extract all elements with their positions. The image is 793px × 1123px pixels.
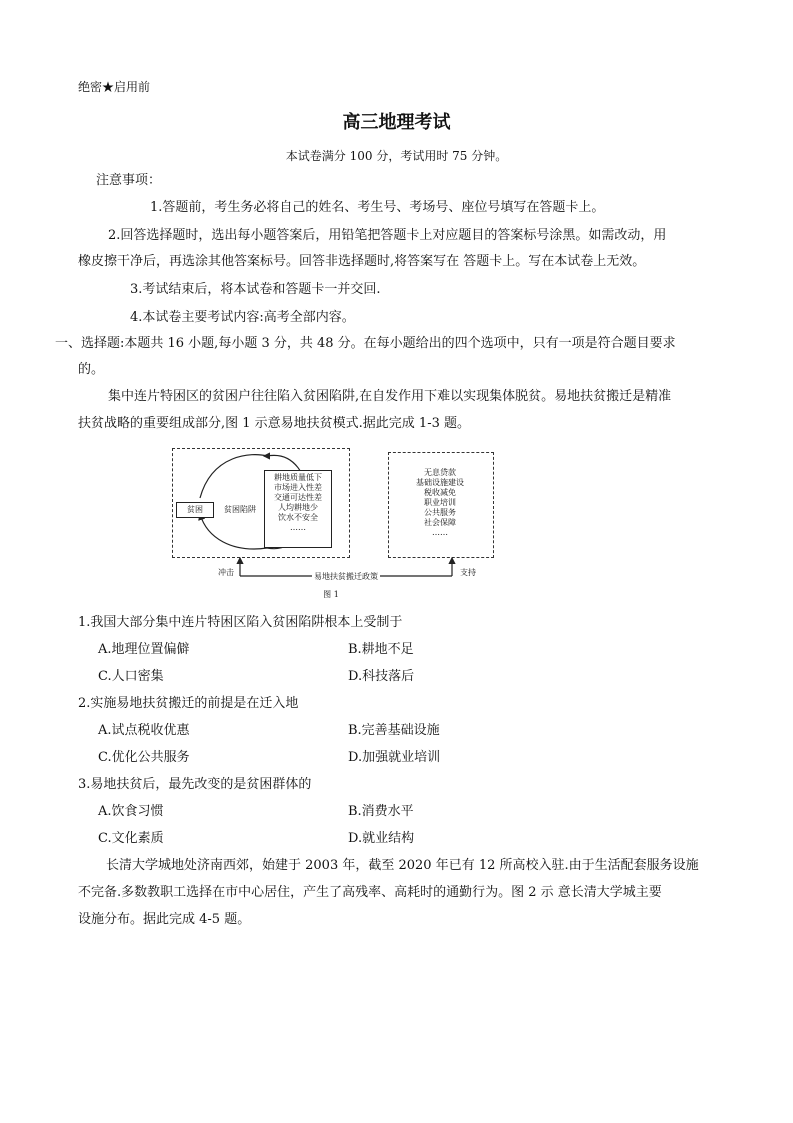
exam-subtitle: 本试卷满分 100 分，考试用时 75 分钟。 bbox=[285, 149, 508, 163]
question-1-option-d: D.科技落后 bbox=[348, 669, 415, 684]
passage1-line1: 集中连片特困区的贫困户往往陷入贫困陷阱,在自发作用下难以实现集体脱贫。易地扶贫搬迁是精准 bbox=[108, 389, 672, 404]
figure-1 bbox=[172, 448, 494, 588]
support-item: 公共服务 bbox=[424, 508, 456, 517]
passage2-line1: 长清大学城地处济南西郊，始建于 2003 年，截至 2020 年已有 12 所高校入驻.由于生活配套服务设施 bbox=[106, 858, 699, 873]
passage1-line2: 扶贫战略的重要组成部分,图 1 示意易地扶贫模式.据此完成 1-3 题。 bbox=[78, 416, 470, 431]
support-item: 税收减免 bbox=[424, 488, 456, 497]
policy-label: 易地扶贫搬迁政策 bbox=[314, 572, 378, 581]
section-heading-cont: 的。 bbox=[78, 362, 105, 377]
note-item-3: 3.考试结束后，将本试卷和答题卡一并交回. bbox=[130, 282, 381, 297]
question-3-stem: 3.易地扶贫后，最先改变的是贫困群体的 bbox=[78, 777, 312, 792]
question-1-option-b: B.耕地不足 bbox=[348, 642, 414, 657]
exam-title: 高三地理考试 bbox=[342, 112, 451, 133]
question-2-option-b: B.完善基础设施 bbox=[348, 723, 440, 738]
section-heading: 一、选择题:本题共 16 小题,每小题 3 分，共 48 分。在每小题给出的四个选项中，只有一项是符合题目要求 bbox=[55, 336, 676, 351]
notes-heading: 注意事项： bbox=[96, 173, 162, 188]
secret-label: 绝密★启用前 bbox=[78, 80, 151, 94]
cause-item: 市场进入性差 bbox=[274, 483, 322, 492]
question-3-option-a: A.饮食习惯 bbox=[98, 804, 164, 819]
passage2-line2: 不完备.多数教职工选择在市中心居住，产生了高残率、高耗时的通勤行为。图 2 示 意长清大学城主要 bbox=[78, 885, 662, 900]
poverty-box: 贫困 bbox=[176, 502, 214, 518]
support-label: 支持 bbox=[460, 568, 476, 577]
note-item-2: 2.回答选择题时，选出每小题答案后，用铅笔把答题卡上对应题目的答案标号涂黑。如需改动，用 bbox=[108, 228, 667, 243]
supports-list bbox=[388, 468, 492, 538]
question-3-option-b: B.消费水平 bbox=[348, 804, 414, 819]
note-item-1: 1.答题前，考生务必将自己的姓名、考生号、考场号、座位号填写在答题卡上。 bbox=[150, 200, 605, 215]
support-item: 社会保障 bbox=[424, 518, 456, 527]
figure-1-caption: 图 1 bbox=[323, 590, 339, 599]
cause-item: 饮水不安全 bbox=[278, 513, 318, 522]
support-item: 职业培训 bbox=[424, 498, 456, 507]
note-item-4: 4.本试卷主要考试内容:高考全部内容。 bbox=[130, 310, 355, 325]
question-3-option-c: C.文化素质 bbox=[98, 831, 164, 846]
question-3-option-d: D.就业结构 bbox=[348, 831, 415, 846]
cause-item: …… bbox=[290, 523, 306, 532]
question-1-option-a: A.地理位置偏僻 bbox=[98, 642, 190, 657]
support-item: …… bbox=[432, 528, 448, 537]
cause-item: 交通可达性差 bbox=[274, 493, 322, 502]
support-item: 基础设施建设 bbox=[416, 478, 464, 487]
question-1-option-c: C.人口密集 bbox=[98, 669, 164, 684]
cause-item: 人均耕地少 bbox=[278, 503, 318, 512]
question-2-option-d: D.加强就业培训 bbox=[348, 750, 441, 765]
support-item: 无息贷款 bbox=[424, 468, 456, 477]
passage2-line3: 设施分布。据此完成 4-5 题。 bbox=[78, 912, 251, 927]
cause-item: 耕地质量低下 bbox=[274, 473, 322, 482]
note-item-2-cont: 橡皮擦干净后，再选涂其他答案标号。回答非选择题时,将答案写在 答题卡上。写在本试卷上无效。 bbox=[78, 254, 646, 269]
impact-label: 冲击 bbox=[218, 568, 234, 577]
question-2-stem: 2.实施易地扶贫搬迁的前提是在迁入地 bbox=[78, 696, 299, 711]
question-2-option-a: A.试点税收优惠 bbox=[98, 723, 190, 738]
poverty-trap-label: 贫困陷阱 bbox=[224, 505, 256, 514]
question-1-stem: 1.我国大部分集中连片特困区陷入贫困陷阱根本上受制于 bbox=[78, 615, 403, 630]
causes-box bbox=[264, 470, 332, 548]
question-2-option-c: C.优化公共服务 bbox=[98, 750, 190, 765]
